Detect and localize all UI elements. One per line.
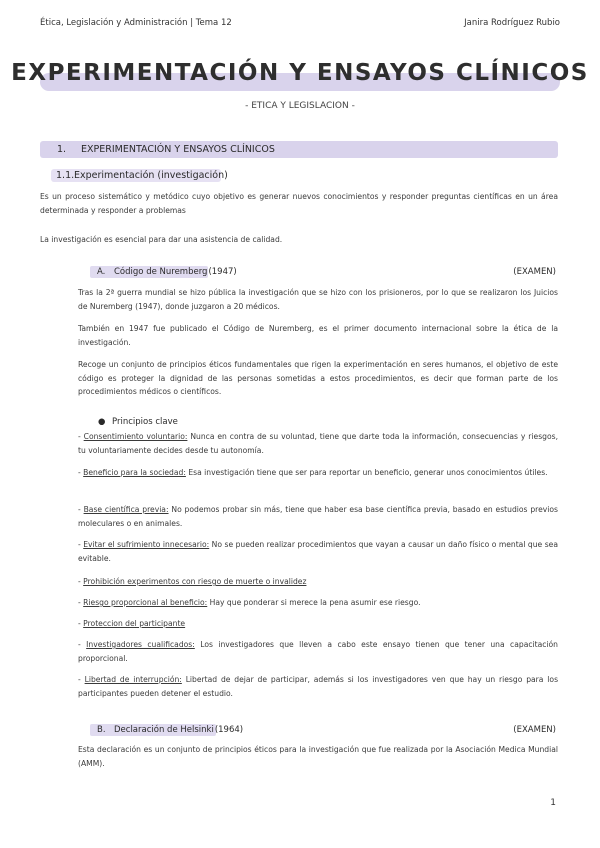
- principle-term: Proteccion del participante: [83, 619, 186, 628]
- principle-item: - Libertad de interrupción: Libertad de dejar de participar, además si los investigadores ven que hay un riesgo para los participantes pueden detener el estudio.: [78, 675, 559, 698]
- subsection-label: Experimentación (investigación): [74, 170, 228, 181]
- principle-item: - Beneficio para la sociedad: Esa investigación tiene que ser para reportar un beneficio, generar unos conocimientos útiles.: [78, 468, 548, 477]
- principle-term: Libertad de interrupción:: [84, 675, 182, 684]
- section-label: EXPERIMENTACIÓN Y ENSAYOS CLÍNICOS: [81, 144, 275, 155]
- heading-a-year: (1947): [208, 267, 237, 277]
- heading-b-year: (1964): [214, 725, 244, 735]
- paragraph: Recoge un conjunto de principios éticos fundamentales que rigen la experimentación en seres humanos, el objetivo de este código es proteger la dignidad de las personas sometidas a estos procedimientos, es decir que forman parte de los procedimientos médicos o científicos.: [78, 360, 558, 396]
- heading-b-number: B.: [97, 725, 106, 735]
- bullet-heading: [98, 417, 178, 427]
- exam-tag: (EXAMEN): [513, 725, 556, 735]
- principle-text: Hay que ponderar si merece la pena asumir ese riesgo.: [207, 598, 421, 607]
- principle-item: - Consentimiento voluntario: Nunca en contra de su voluntad, tiene que darte toda la información, consecuencias y riesgos, tu voluntariamente decides desde tu autonomía.: [78, 432, 558, 455]
- principle-item: - Prohibición experimentos con riesgo de muerte o invalidez: [78, 577, 307, 586]
- paragraph: También en 1947 fue publicado el Código de Nuremberg, es el primer documento internacional sobre la ética de la investigación.: [78, 324, 558, 347]
- heading-b: [97, 725, 243, 735]
- bullet-icon: ●: [98, 417, 106, 427]
- principle-item: - Base científica previa: No podemos probar sin más, tiene que haber esa base científica previa, basado en estudios previos moleculares o en animales.: [78, 505, 558, 528]
- principle-term: Investigadores cualificados:: [86, 640, 195, 649]
- principle-text: Nunca en contra de su voluntad, tiene que darte toda la información, consecuencias y riesgos, tu voluntariamente decides desde tu autonomía.: [78, 432, 558, 455]
- page-header-right: Janira Rodríguez Rubio: [464, 18, 560, 28]
- principle-text: No se pueden realizar procedimientos que vayan a causar un daño físico o mental que sea evitable.: [78, 540, 558, 563]
- principle-text: Libertad de dejar de participar, además si los investigadores ven que hay un riesgo para los participantes pueden detener el estudio.: [78, 675, 559, 698]
- principle-text: No podemos probar sin más, tiene que haber esa base científica previa, basado en estudios previos moleculares o en animales.: [78, 505, 558, 528]
- bullet-label: Principios clave: [112, 417, 178, 427]
- principle-item: - Investigadores cualificados: Los investigadores que lleven a cabo este ensayo tienen que tener una capacitación proporcional.: [78, 640, 559, 663]
- principle-term: Beneficio para la sociedad:: [83, 468, 186, 477]
- heading-a-label: Código de Nuremberg: [114, 267, 208, 277]
- section-number: 1.: [57, 144, 67, 155]
- paragraph: Tras la 2ª guerra mundial se hizo pública la investigación que se hizo con los prisioneros, por lo que se realizaron los Juicios de Nuremberg (1947), donde juzgaron a 20 médicos.: [78, 288, 558, 311]
- principle-item: - Proteccion del participante: [78, 619, 186, 628]
- principle-term: Evitar el sufrimiento innecesario:: [83, 540, 210, 549]
- subsection-number: 1.1.: [56, 170, 75, 181]
- page-header-left: Ética, Legislación y Administración | Tema 12: [40, 18, 232, 28]
- page-number: 1: [550, 798, 556, 808]
- heading-a: [97, 267, 237, 277]
- subsection-heading: [56, 170, 228, 181]
- principle-item: - Riesgo proporcional al beneficio: Hay que ponderar si merece la pena asumir ese riesgo.: [78, 598, 421, 607]
- principle-text: Los investigadores que lleven a cabo este ensayo tienen que tener una capacitación proporcional.: [78, 640, 559, 663]
- principle-item: - Evitar el sufrimiento innecesario: No se pueden realizar procedimientos que vayan a causar un daño físico o mental que sea evitable.: [78, 540, 558, 563]
- document-title: EXPERIMENTACIÓN Y ENSAYOS CLÍNICOS: [11, 60, 589, 86]
- heading-a-number: A.: [97, 267, 106, 277]
- intro-paragraph: Es un proceso sistemático y metódico cuyo objetivo es generar nuevos conocimientos y responder preguntas científicas en un área determinada y responder a problemas: [40, 192, 558, 215]
- principle-term: Prohibición experimentos con riesgo de muerte o invalidez: [83, 577, 307, 586]
- section-heading: [57, 144, 275, 155]
- document-subtitle: - ETICA Y LEGISLACION -: [245, 101, 355, 111]
- principle-text: Esa investigación tiene que ser para reportar un beneficio, generar unos conocimientos útiles.: [185, 468, 548, 477]
- exam-tag: (EXAMEN): [513, 267, 556, 277]
- principle-term: Base científica previa:: [83, 505, 169, 514]
- heading-b-label: Declaración de Helsinki: [114, 725, 214, 735]
- paragraph: Esta declaración es un conjunto de principios éticos para la investigación que fue realizada por la Asociación Medica Mundial (AMM).: [78, 745, 558, 768]
- principle-term: Riesgo proporcional al beneficio:: [83, 598, 208, 607]
- intro-paragraph: La investigación es esencial para dar una asistencia de calidad.: [40, 235, 283, 244]
- principle-term: Consentimiento voluntario:: [83, 432, 188, 441]
